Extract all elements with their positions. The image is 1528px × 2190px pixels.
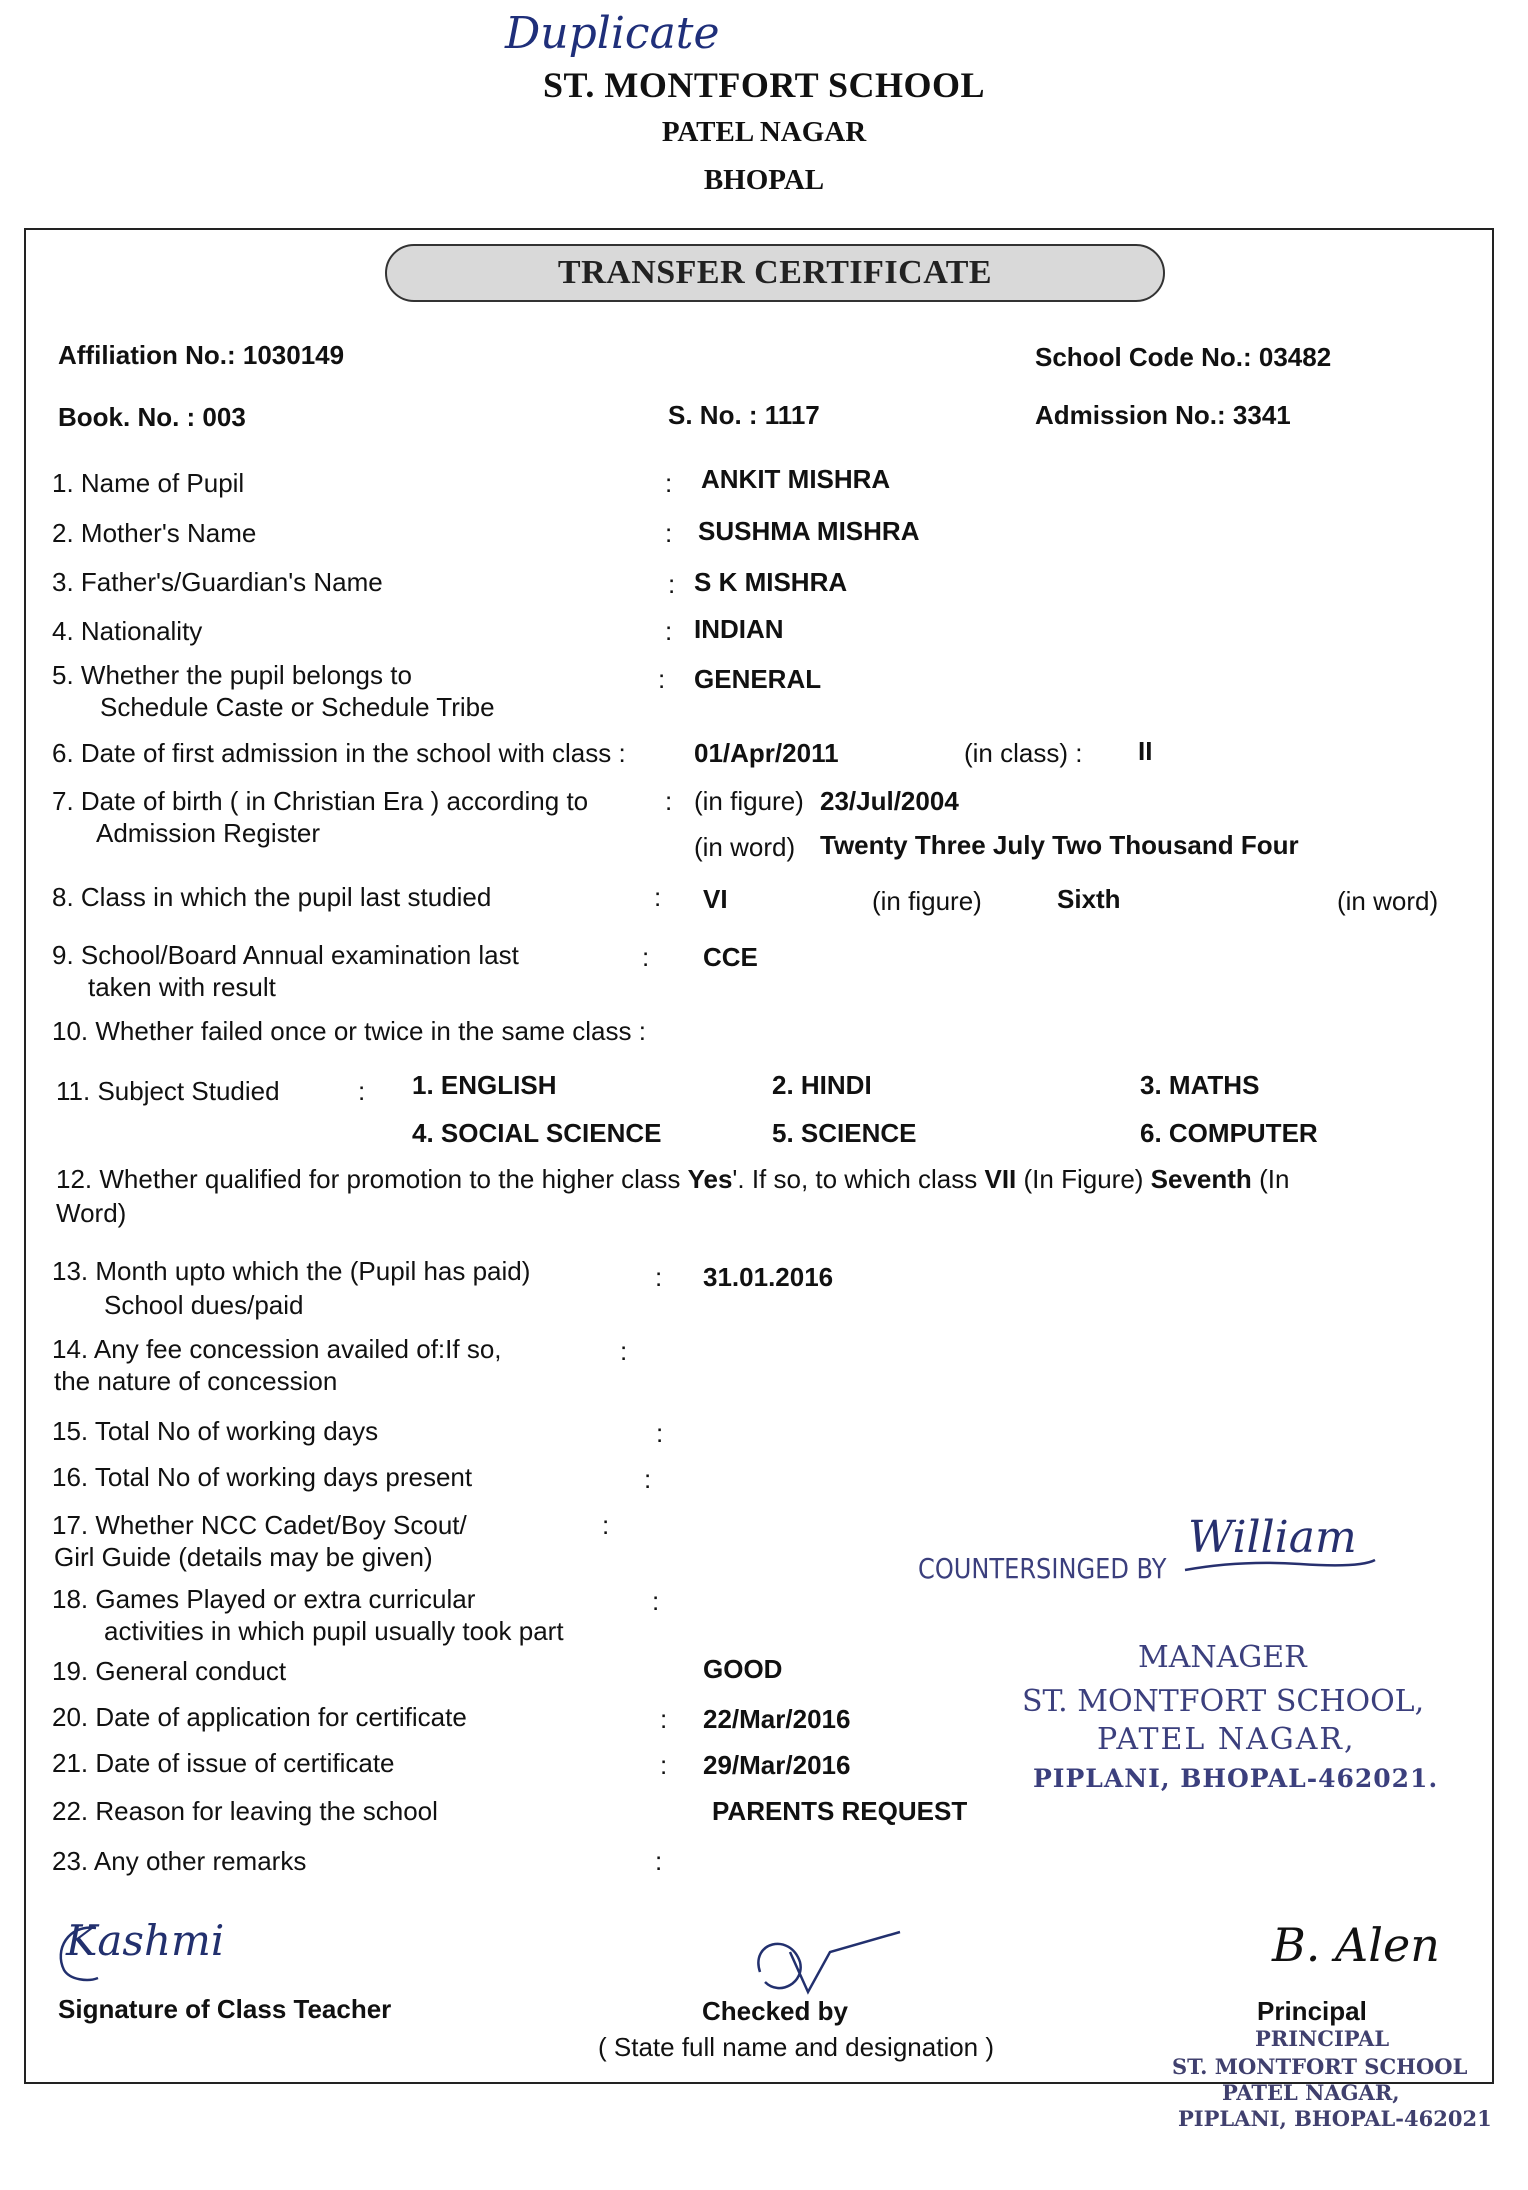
countersigned-stamp: COUNTERSINGED BY (918, 1552, 1167, 1585)
manager-signature: William (1188, 1512, 1357, 1563)
subject-3: 3. MATHS (1140, 1070, 1260, 1100)
row-2-label: 2. Mother's Name (52, 518, 257, 548)
row-2-value: SUSHMA MISHRA (698, 516, 920, 546)
row-12-word: Seventh (1150, 1164, 1252, 1194)
school-name: ST. MONTFORT SCHOOL (543, 65, 985, 105)
row-8-figure-label: (in figure) (872, 886, 982, 916)
school-address-line-1: PATEL NAGAR (661, 116, 867, 148)
row-17-colon: : (602, 1510, 610, 1540)
row-16-colon: : (644, 1464, 652, 1494)
row-18-label-line-2: activities in which pupil usually took part (104, 1616, 564, 1646)
row-12-text-a: 12. Whether qualified for promotion to the higher class (56, 1164, 681, 1194)
row-23-colon: : (655, 1846, 663, 1876)
row-13-label-line-2: School dues/paid (104, 1290, 304, 1320)
row-7-figure-value: 23/Jul/2004 (820, 786, 959, 816)
row-5-value: GENERAL (694, 664, 822, 694)
row-12-text-c: (In Figure) (1023, 1164, 1144, 1194)
subject-4: 4. SOCIAL SCIENCE (412, 1118, 662, 1148)
school-address-line-2: BHOPAL (703, 164, 825, 196)
duplicate-annotation: Duplicate (505, 8, 720, 59)
class-teacher-signature: Kashmi (66, 1916, 225, 1965)
row-14-label-line-2: the nature of concession (54, 1366, 338, 1396)
row-21-label: 21. Date of issue of certificate (52, 1748, 395, 1778)
row-18-label: 18. Games Played or extra curricular (52, 1584, 476, 1614)
row-22-label: 22. Reason for leaving the school (52, 1796, 438, 1826)
row-8-colon: : (654, 882, 662, 912)
row-3-value: S K MISHRA (694, 567, 848, 597)
manager-stamp-line-2: ST. MONTFORT SCHOOL, (1022, 1684, 1425, 1719)
row-13-label: 13. Month upto which the (Pupil has paid) (52, 1256, 531, 1286)
checked-by-label: Checked by (702, 1996, 848, 2026)
row-15-label: 15. Total No of working days (52, 1416, 379, 1446)
row-7-word-label: (in word) (694, 832, 796, 862)
manager-stamp-line-4: PIPLANI, BHOPAL-462021. (1033, 1764, 1439, 1793)
row-1-value: ANKIT MISHRA (701, 464, 891, 494)
certificate-title-banner (385, 244, 1165, 302)
row-12-text-e: Word) (56, 1198, 127, 1228)
manager-stamp-line-3: PATEL NAGAR, (1097, 1722, 1356, 1757)
principal-stamp-line-1: PRINCIPAL (1255, 2026, 1390, 2051)
row-21-colon: : (660, 1750, 668, 1780)
subject-2: 2. HINDI (772, 1070, 872, 1100)
row-23-label: 23. Any other remarks (52, 1846, 307, 1876)
row-14-colon: : (620, 1336, 628, 1366)
row-17-label: 17. Whether NCC Cadet/Boy Scout/ (52, 1510, 467, 1540)
row-7-colon: : (665, 786, 673, 816)
row-7-word-value: Twenty Three July Two Thousand Four (820, 830, 1299, 860)
row-7-figure-label: (in figure) (694, 786, 804, 816)
row-14-label: 14. Any fee concession availed of:If so, (52, 1334, 502, 1364)
row-2-colon: : (665, 518, 673, 548)
subject-5: 5. SCIENCE (772, 1118, 917, 1148)
row-5-label: 5. Whether the pupil belongs to (52, 660, 412, 690)
subject-6: 6. COMPUTER (1140, 1118, 1318, 1148)
row-6-class-label: (in class) : (964, 738, 1083, 768)
principal-stamp-line-2: ST. MONTFORT SCHOOL (1172, 2054, 1468, 2079)
teacher-signature-flourish (48, 1920, 108, 1990)
principal-stamp-line-4: PIPLANI, BHOPAL-462021 (1178, 2106, 1492, 2131)
row-19-value: GOOD (703, 1654, 783, 1684)
row-6-class-value: II (1138, 736, 1153, 766)
row-6-label: 6. Date of first admission in the school with class : (52, 738, 626, 768)
row-4-value: INDIAN (694, 614, 784, 644)
row-12-text-b: '. If so, to which class (732, 1164, 978, 1194)
row-8-word-label: (in word) (1337, 886, 1439, 916)
row-5-colon: : (658, 664, 666, 694)
row-19-label: 19. General conduct (52, 1656, 287, 1686)
principal-signature: B. Alen (1272, 1918, 1440, 1972)
row-15-colon: : (656, 1418, 664, 1448)
school-code-number: School Code No.: 03482 (1035, 342, 1332, 372)
row-21-value: 29/Mar/2016 (703, 1750, 851, 1780)
book-number: Book. No. : 003 (58, 402, 246, 432)
row-4-colon: : (665, 616, 673, 646)
row-20-label: 20. Date of application for certificate (52, 1702, 467, 1732)
row-11-label: 11. Subject Studied (56, 1076, 280, 1106)
row-16-label: 16. Total No of working days present (52, 1462, 473, 1492)
row-10-label: 10. Whether failed once or twice in the same class : (52, 1016, 646, 1046)
row-17-label-line-2: Girl Guide (details may be given) (54, 1542, 433, 1572)
row-7-label-line-2: Admission Register (96, 818, 320, 848)
row-3-colon: : (668, 569, 676, 599)
row-13-colon: : (655, 1262, 663, 1292)
principal-label: Principal (1257, 1996, 1367, 2026)
row-13-value: 31.01.2016 (703, 1262, 834, 1292)
subject-1: 1. ENGLISH (412, 1070, 557, 1100)
admission-number: Admission No.: 3341 (1035, 400, 1291, 430)
class-teacher-label: Signature of Class Teacher (58, 1994, 392, 2024)
row-20-value: 22/Mar/2016 (703, 1704, 851, 1734)
row-8-value: VI (703, 884, 728, 914)
row-3-label: 3. Father's/Guardian's Name (52, 567, 383, 597)
row-18-colon: : (652, 1586, 660, 1616)
row-1-colon: : (665, 468, 673, 498)
manager-signature-underline (1180, 1548, 1380, 1578)
manager-stamp-line-1: MANAGER (1138, 1640, 1307, 1675)
row-11-colon: : (358, 1076, 366, 1106)
row-12-class: VII (984, 1164, 1017, 1194)
row-9-colon: : (642, 942, 650, 972)
row-1-label: 1. Name of Pupil (52, 468, 245, 498)
affiliation-number: Affiliation No.: 1030149 (58, 340, 345, 370)
row-6-value: 01/Apr/2011 (694, 738, 839, 768)
row-9-value: CCE (703, 942, 758, 972)
row-8-label: 8. Class in which the pupil last studied (52, 882, 492, 912)
row-9-label-line-2: taken with result (88, 972, 276, 1002)
row-9-label: 9. School/Board Annual examination last (52, 940, 519, 970)
row-20-colon: : (660, 1704, 668, 1734)
row-12-text-d: (In (1259, 1164, 1290, 1194)
row-5-label-line-2: Schedule Caste or Schedule Tribe (100, 692, 495, 722)
row-12-yes: Yes (687, 1164, 733, 1194)
row-7-label: 7. Date of birth ( in Christian Era ) according to (52, 786, 589, 816)
row-12-text (56, 1164, 1289, 1195)
serial-number: S. No. : 1117 (668, 400, 820, 430)
principal-stamp-line-3: PATEL NAGAR, (1222, 2080, 1400, 2105)
row-22-value: PARENTS REQUEST (712, 1796, 968, 1826)
row-4-label: 4. Nationality (52, 616, 203, 646)
checked-by-note: ( State full name and designation ) (598, 2032, 995, 2062)
certificate-title: TRANSFER CERTIFICATE (557, 254, 993, 291)
row-8-word-value: Sixth (1057, 884, 1121, 914)
